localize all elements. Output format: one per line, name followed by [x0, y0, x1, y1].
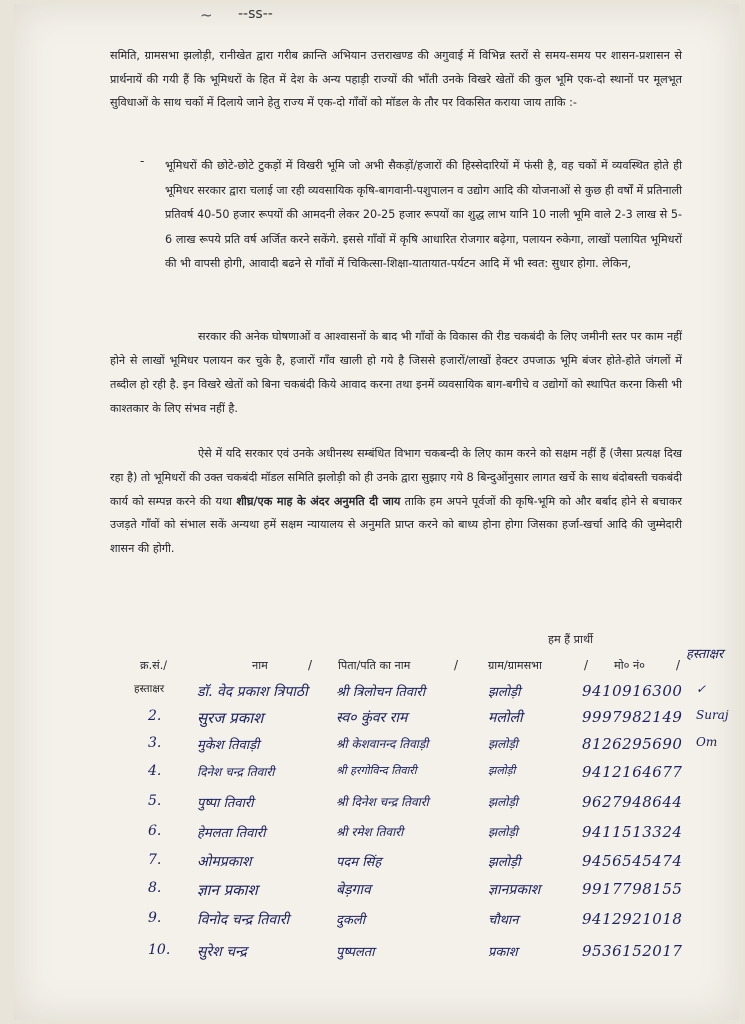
bullet-text: भूमिधरों की छोटे-छोटे टुकड़ों में विखरी भूमि जो अभी सैकड़ों/हजारों की हिस्सेदारियों में फंसी है, वह चकों में व्यवस्थित होते ही भूमिधर सरकार द्वारा चलाई जा रही व्यवसायिक कृषि-बागवानी-पशुपालन व उद्योग आदि की योजनाओं से कुछ ही वर्षों में प्रतिनाली प्रतिवर्ष 40-50 हजार रूपयों की आमदनी लेकर 20-25 हजार रूपयों का शुद्ध लाभ यानि 10 नाली भूमि वाले 2-3 लाख से 5-6 लाख रूपये प्रति वर्ष अर्जित करने सकेंगे. इससे गाँवों में कृषि आधारित रोजगार बढ़ेगा, पलायन रुकेगा, लाखों पलायित भूमिधरों की भी वापसी होगी, आवादी बढने से गाँवों में चिकित्सा-शिक्षा-यातायात-पर्यटन आदि में भी स्वत: सुधार होगा. लेकिन, — [165, 159, 682, 270]
table-row — [0, 708, 745, 738]
row-village: झलोड़ी — [488, 685, 521, 700]
row-mobile: 9411513324 — [582, 823, 683, 841]
signature-table-header — [0, 647, 745, 680]
row-signature: ✓ — [696, 682, 707, 696]
handwritten-mark: ~ — [200, 6, 213, 24]
row-mobile: 9412164677 — [582, 763, 683, 781]
table-row — [0, 793, 745, 823]
table-row — [0, 910, 745, 940]
row-father: पदम सिंह — [336, 855, 382, 870]
header-father: पिता/पति का नाम — [338, 659, 411, 672]
row-serial: 9. — [148, 910, 162, 926]
row-name: सुरज प्रकाश — [197, 709, 264, 727]
row-signature: Suraj — [696, 708, 729, 722]
row-village: झलोड़ी — [488, 764, 516, 777]
table-row — [0, 852, 745, 882]
row-father: श्री हरगोविन्द तिवारी — [336, 764, 417, 777]
request-text-b: ताकि हम अपने पूर्वजों की कृषि-भूमि को और बर्बाद होने से बचाकर उजड़ते गाँवों को संभाल सकें अन्यथा हमें सक्षम न्यायालय से अनुमति प्राप्त करने को बाध्य होना होगा जिसका हर्जा-खर्चा आदि की जुम्मेदारी शासन की होगी. — [110, 494, 682, 556]
row-name: मुकेश तिवाड़ी — [197, 738, 260, 753]
row-village: चौथान — [488, 913, 519, 928]
table-row — [0, 880, 745, 910]
row-serial: 8. — [148, 880, 162, 896]
row-name: सुरेश चन्द्र — [197, 944, 247, 960]
row-father: बेड़गाव — [336, 882, 371, 898]
row-name: हेमलता तिवारी — [197, 826, 266, 841]
row-father: पुष्पलता — [336, 945, 375, 960]
row-stamp-label: हस्ताक्षर — [134, 683, 165, 695]
request-text-a: ऐसे में यदि सरकार एवं उनके अधीनस्थ सम्बंधित विभाग चकबन्दी के लिए काम करने को सक्षम नहीं हैं (जैसा प्रत्यक्ष दिख रहा है) तो भूमिधरों की उक्त चकबंदी मॉडल समिति झलोड़ी को ही उनके द्वारा सुझाए गये 8 बिन्दुओंनुसार लागत खर्चे के साथ बंदोबस्ती चकबंदी कार्य को सम्पन्न करने की यथा — [110, 447, 682, 508]
row-village: प्रकाश — [488, 945, 518, 960]
request-deadline: शीघ्र/एक माह के अंदर अनुमति दी जाय — [236, 494, 401, 508]
row-mobile: 9456545474 — [582, 852, 683, 870]
row-village: झलोड़ी — [488, 737, 518, 751]
header-divider: / — [454, 658, 459, 672]
row-father: दुकली — [336, 913, 366, 928]
row-father: श्री रमेश तिवारी — [336, 825, 404, 839]
header-mobile: मो० नं० — [614, 659, 645, 672]
row-name: ज्ञान प्रकाश — [197, 881, 258, 899]
row-mobile: 9410916300 — [582, 682, 683, 700]
header-signature: हस्ताक्षर — [686, 647, 724, 662]
row-village: मलोली — [488, 710, 523, 726]
row-name: दिनेश चन्द्र तिवारी — [197, 765, 275, 779]
header-divider: / — [308, 658, 313, 672]
table-row — [0, 763, 745, 793]
row-serial: 10. — [148, 942, 171, 958]
header-village: ग्राम/ग्रामसभा — [488, 659, 542, 672]
table-row — [0, 823, 745, 853]
row-serial: 4. — [148, 763, 162, 779]
bullet-point — [140, 154, 682, 277]
row-mobile: 9412921018 — [582, 910, 683, 928]
row-mobile: 8126295690 — [582, 735, 683, 753]
header-divider: / — [676, 658, 681, 672]
header-name: नाम — [252, 659, 268, 672]
header-serial: क्र.सं./ — [140, 659, 168, 672]
row-mobile: 9997982149 — [582, 708, 683, 726]
row-serial: 7. — [148, 852, 162, 868]
row-mobile: 9536152017 — [582, 942, 683, 960]
row-village: झलोड़ी — [488, 855, 521, 870]
row-signature: Om — [696, 735, 718, 749]
row-mobile: 9627948644 — [582, 793, 683, 811]
row-serial: 2. — [148, 708, 162, 724]
row-name: पुष्पा तिवारी — [197, 796, 254, 811]
row-name: ओमप्रकाश — [197, 854, 252, 870]
row-father: स्व० कुंवर राम — [336, 710, 408, 726]
row-father: श्री केशवानन्द तिवाड़ी — [336, 737, 429, 751]
row-village: झलोड़ी — [488, 795, 518, 809]
paragraph-government: सरकार की अनेक घोषणाओं व आश्वासनों के बाद भी गाँवों के विकास की रीड चकबंदी के लिए जमीनी स्तर पर काम नहीं होने से लाखों भूमिधर पलायन कर चुके है, हजारों गाँव खाली हो गये है जिससे हजारों/लाखों हेक्टर उपजाऊ भूमि बंजर होते-होते जंगलों में तब्दील हो रही है. इन विखरे खेतों को बिना चकबंदी किये आवाद करना तथा इनमें व्यवसायिक बाग-बगीचे व उद्योगों को स्थापित करना किसी भी काश्तकार के लिए संभव नहीं है. — [110, 330, 682, 415]
row-name: विनोद चन्द्र तिवारी — [197, 912, 290, 928]
page-marker: --ss-- — [238, 6, 273, 22]
header-divider: / — [584, 658, 589, 672]
row-name: डॉ. वेद प्रकाश त्रिपाठी — [197, 684, 308, 700]
paragraph-intro: समिति, ग्रामसभा झलोड़ी, रानीखेत द्वारा गरीब क्रान्ति अभियान उत्तराखण्ड की अगुवाई में विभिन्न स्तरों से समय-समय पर शासन-प्रशासन से प्रार्थनायें की गयी हैं कि भूमिधरों के हित में देश के अन्य पहाड़ी राज्यों की भाँती उनके विखरे खेतों की कुल भूमि एक-दो स्थानों पर मूलभूत सुविधाओं के साथ चकों में दिलाये जाने हेतु राज्य में एक-दो गाँवों को मॉडल के तौर पर विकसित कराया जाय ताकि :- — [110, 49, 682, 110]
row-village: झलोड़ी — [488, 825, 518, 839]
table-row — [0, 942, 745, 972]
row-father: श्री त्रिलोचन तिवारी — [336, 685, 426, 700]
row-father: श्री दिनेश चन्द्र तिवारी — [336, 795, 429, 809]
paragraph-request — [110, 442, 682, 561]
row-serial: 6. — [148, 823, 162, 839]
bullet-dash: - — [140, 154, 145, 168]
row-village: ज्ञानप्रकाश — [488, 882, 541, 898]
row-mobile: 9917798155 — [582, 880, 683, 898]
row-serial: 3. — [148, 735, 162, 751]
table-row — [0, 735, 745, 765]
signoff: हम हैं प्रार्थी — [548, 633, 593, 646]
row-serial: 5. — [148, 793, 162, 809]
